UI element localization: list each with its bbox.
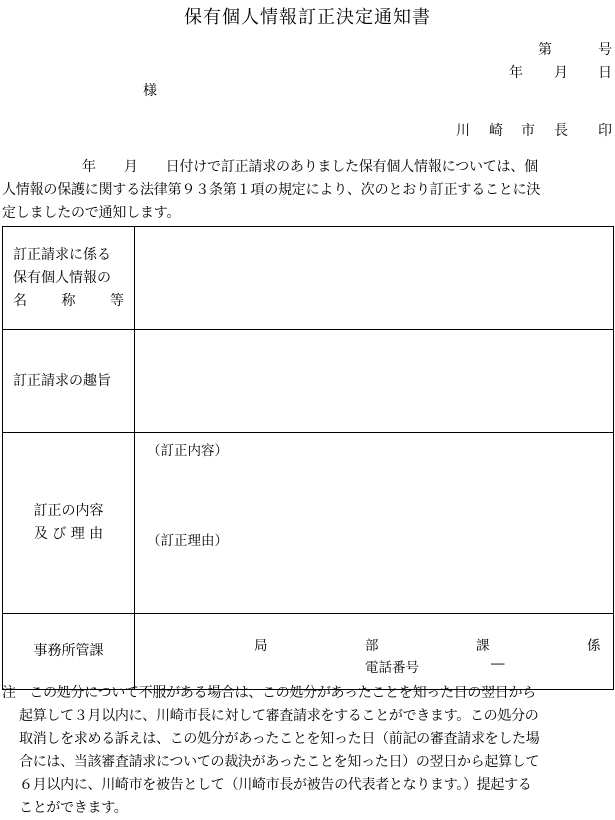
row-office-value[interactable] xyxy=(135,614,614,690)
row-purpose-value[interactable] xyxy=(135,330,614,433)
row-office-label xyxy=(3,614,135,690)
table-row-office xyxy=(3,614,614,690)
office-phone-label: 電話番号 xyxy=(365,660,419,676)
intro-text-1: 日付けで訂正請求のありました保有個人情報については、個 xyxy=(165,159,538,175)
document-title: 保有個人情報訂正決定通知書 xyxy=(184,7,431,28)
note-line-3: 取消しを求める訴えは、この処分があったことを知った日（前記の審査請求をした場 xyxy=(19,731,540,747)
office-ka: 課 xyxy=(476,638,490,654)
appeal-note xyxy=(2,682,614,820)
table-row-target xyxy=(3,227,614,330)
row-office-label-text: 事務所管課 xyxy=(33,643,104,659)
addressee-honorific: 様 xyxy=(143,83,157,99)
correction-reason-heading: （訂正理由） xyxy=(147,533,228,549)
intro-line-3: 定しましたので通知します。 xyxy=(2,205,181,221)
office-phone-dash: ― xyxy=(491,656,505,672)
label-char-sho: 称 xyxy=(61,292,76,309)
correction-content-heading: （訂正内容） xyxy=(147,443,228,459)
intro-year: 年 xyxy=(82,159,96,175)
row-purpose-label-text: 訂正請求の趣旨 xyxy=(13,372,111,389)
note-line-6: ことができます。 xyxy=(19,800,128,816)
row-target-label-line-3 xyxy=(3,290,134,313)
table-row-correction xyxy=(3,433,614,614)
issuer-seal: 印 xyxy=(598,123,612,139)
date-month: 月 xyxy=(554,65,568,81)
row-correction-label-line-2: 及 び 理 由 xyxy=(33,526,104,542)
label-char-na: 名 xyxy=(13,292,27,309)
doc-number-go: 号 xyxy=(598,42,612,58)
note-line-1: 注 この処分について不服がある場合は、この処分があったことを知った日の翌日から xyxy=(2,685,536,701)
row-target-label xyxy=(3,227,135,330)
note-line-4: 合には、当該審査請求についての裁決があったことを知った日）の翌日から起算して xyxy=(19,754,540,770)
issuer-char-1: 川 xyxy=(456,123,470,139)
note-line-5: ６月以内に、川崎市を被告として（川崎市長が被告の代表者となります。）提起する xyxy=(19,777,532,793)
date-day: 日 xyxy=(598,65,612,81)
row-target-label-line-2: 保有個人情報の xyxy=(13,269,111,286)
date-year: 年 xyxy=(509,65,523,81)
issuer-char-4: 長 xyxy=(554,123,568,139)
intro-line-2: 人情報の保護に関する法律第９３条第１項の規定により、次のとおり訂正することに決 xyxy=(2,182,541,198)
doc-number-dai: 第 xyxy=(538,42,552,58)
issuer-char-3: 市 xyxy=(521,123,535,139)
intro-line-1 xyxy=(2,156,614,179)
issuer-char-2: 崎 xyxy=(489,123,503,139)
label-char-to: 等 xyxy=(110,292,124,309)
office-kakari: 係 xyxy=(587,638,601,654)
row-correction-label xyxy=(3,433,135,614)
row-target-value[interactable] xyxy=(135,227,614,330)
office-kyoku: 局 xyxy=(254,638,268,654)
note-line-2: 起算して３月以内に、川崎市長に対して審査請求をすることができます。この処分の xyxy=(19,708,539,724)
intro-paragraph xyxy=(2,156,614,225)
row-correction-value[interactable] xyxy=(135,433,614,614)
decision-table xyxy=(2,226,614,690)
table-row-purpose xyxy=(3,330,614,433)
row-purpose-label xyxy=(3,330,135,433)
office-bu: 部 xyxy=(365,638,379,654)
intro-month: 月 xyxy=(123,159,138,175)
row-correction-label-line-1: 訂正の内容 xyxy=(33,503,104,519)
row-target-label-line-1: 訂正請求に係る xyxy=(13,246,111,263)
